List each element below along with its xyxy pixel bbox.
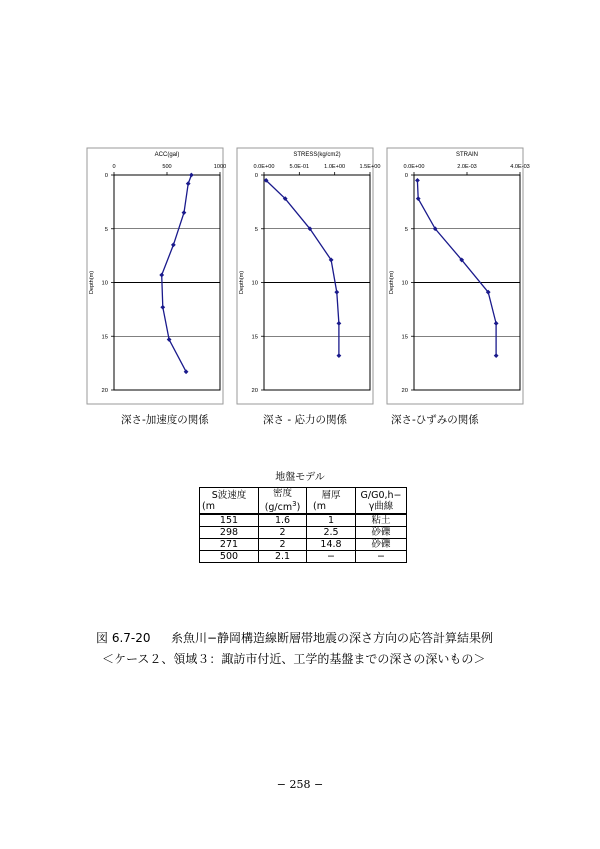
x-tick-label: 4.0E-03 — [510, 164, 530, 170]
figure-caption — [96, 629, 493, 646]
table-row — [200, 527, 407, 539]
y-tick-label: 0 — [104, 173, 108, 179]
y-tick-label: 0 — [254, 173, 258, 179]
chart-title: STRAIN — [455, 152, 479, 158]
chart-frame — [237, 148, 373, 404]
cell: − — [356, 551, 407, 563]
x-tick-label: 5.0E-01 — [289, 164, 310, 170]
chart-frame — [87, 148, 223, 404]
cell: 砂礫 — [356, 527, 407, 539]
header-thickness: 層厚 (m — [307, 488, 356, 515]
table-row — [200, 514, 407, 527]
cell: 14.8 — [307, 539, 356, 551]
y-tick-label: 0 — [404, 173, 408, 179]
x-tick-label: 0 — [112, 164, 116, 170]
header-s-wave-velocity: S波速度 (m — [200, 488, 259, 515]
chart-frame — [387, 148, 523, 404]
cell: 298 — [200, 527, 259, 539]
chart-title: ACC(gal) — [154, 152, 180, 158]
data-point — [415, 178, 420, 183]
figure-number: 図 6.7-20 — [96, 631, 151, 645]
data-point — [167, 337, 172, 342]
data-point — [337, 353, 342, 358]
data-point — [189, 173, 194, 178]
chart-depth-acceleration — [84, 147, 227, 407]
data-point — [494, 321, 499, 326]
data-point — [337, 321, 342, 326]
y-axis-label: Depth(m) — [89, 270, 95, 295]
y-axis-label: Depth(m) — [239, 270, 245, 295]
caption-acceleration: 深さ-加速度の関係 — [121, 414, 209, 426]
cell: 1 — [307, 514, 356, 527]
y-tick-label: 15 — [251, 334, 258, 341]
header-density: 密度 $(g/cm^3)$ — [259, 488, 307, 515]
cell: 271 — [200, 539, 259, 551]
chart-depth-stress — [234, 147, 381, 407]
cell: 2.1 — [259, 551, 307, 563]
data-point — [186, 181, 191, 186]
data-point — [416, 196, 421, 201]
y-tick-label: 20 — [101, 388, 108, 394]
cell: 砂礫 — [356, 539, 407, 551]
x-tick-label: 1.5E+00 — [359, 164, 381, 170]
chart-depth-strain — [384, 147, 530, 407]
x-tick-label: 0.0E+00 — [253, 164, 275, 170]
y-tick-label: 5 — [254, 226, 258, 233]
data-point — [160, 305, 165, 310]
figure-title: 糸魚川−静岡構造線断層帯地震の深さ方向の応答計算結果例 — [171, 631, 494, 645]
series-line — [266, 180, 339, 355]
cell: 粘土 — [356, 514, 407, 527]
y-tick-label: 5 — [104, 226, 108, 233]
data-point — [334, 290, 339, 295]
cell: 2 — [259, 527, 307, 539]
y-tick-label: 20 — [251, 388, 258, 394]
table-header-row — [200, 488, 407, 515]
x-tick-label: 1000 — [213, 164, 227, 170]
caption-strain: 深さ-ひずみの関係 — [391, 414, 479, 426]
cell: 500 — [200, 551, 259, 563]
data-point — [159, 273, 164, 278]
cell: − — [307, 551, 356, 563]
y-tick-label: 10 — [251, 280, 258, 287]
y-axis-label: Depth(m) — [389, 270, 395, 295]
cell: 2 — [259, 539, 307, 551]
series-line — [162, 175, 192, 372]
cell: 1.6 — [259, 514, 307, 527]
cell: 2.5 — [307, 527, 356, 539]
data-point — [184, 369, 189, 374]
data-point — [182, 210, 187, 215]
header-curve: G/G0,h− γ曲線 — [356, 488, 407, 515]
figure-subtitle: ＜ケース２、領域３：諏訪市付近、工学的基盤までの深さの深いもの＞ — [102, 652, 486, 666]
ground-model-title: 地盤モデル — [275, 472, 325, 483]
table-row — [200, 539, 407, 551]
series-line — [417, 180, 496, 355]
y-tick-label: 20 — [401, 388, 408, 394]
cell: 151 — [200, 514, 259, 527]
y-tick-label: 15 — [101, 334, 108, 341]
x-tick-label: 500 — [162, 164, 172, 170]
data-point — [171, 242, 176, 247]
chart-title: STRESS(kg/cm2) — [293, 152, 341, 158]
table-row — [200, 551, 407, 563]
caption-stress: 深さ - 応力の関係 — [263, 414, 347, 426]
x-tick-label: 0.0E+00 — [403, 164, 425, 170]
y-tick-label: 10 — [101, 280, 108, 287]
x-tick-label: 2.0E-03 — [457, 164, 477, 170]
page-number: − 258 − — [276, 778, 324, 791]
data-point — [494, 353, 499, 358]
y-tick-label: 5 — [404, 226, 408, 233]
ground-model-table — [199, 487, 407, 563]
y-tick-label: 10 — [401, 280, 408, 287]
y-tick-label: 15 — [401, 334, 408, 341]
x-tick-label: 1.0E+00 — [324, 164, 346, 170]
